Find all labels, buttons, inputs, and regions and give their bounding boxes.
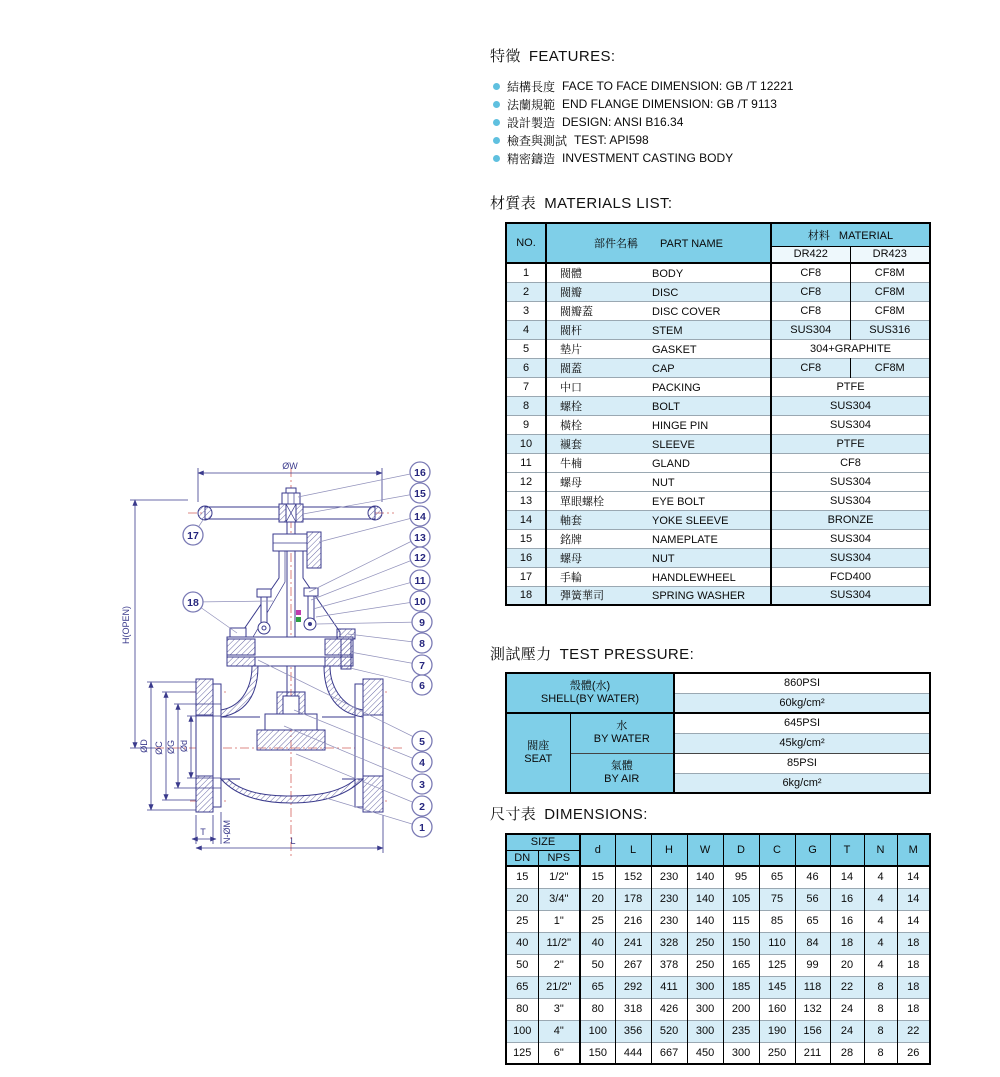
table-row: 7 中口 PACKING PTFE [506, 377, 930, 396]
table-row: 15 銘牌 NAMEPLATE SUS304 [506, 529, 930, 548]
col-header-T: T [830, 834, 864, 866]
table-row [506, 713, 930, 733]
seat-air-psi-value: 85PSI [674, 753, 930, 773]
table-row [506, 753, 930, 773]
table-row: 100 4" 100 356 520 300 235 190 156 24 8 22 [506, 1020, 930, 1042]
table-row: 17 手輪 HANDLEWHEEL FCD400 [506, 567, 930, 586]
col-header-size: SIZE [506, 834, 580, 850]
bullet-icon [493, 119, 500, 126]
svg-text:11: 11 [414, 575, 426, 587]
col-header-N: N [864, 834, 897, 866]
materials-table [505, 222, 931, 606]
table-header-row [506, 223, 930, 246]
seat-air-label: 氣體 BY AIR [570, 753, 674, 793]
svg-text:2: 2 [419, 801, 425, 813]
callout-13 [410, 527, 430, 547]
seat-water-label: 水 BY WATER [570, 713, 674, 753]
svg-text:14: 14 [414, 511, 426, 523]
dimensions-table [505, 833, 931, 1065]
shell-kg-value: 60kg/cm² [674, 693, 930, 713]
col-header-material: 材料 MATERIAL [771, 223, 930, 246]
bullet-icon [493, 101, 500, 108]
table-row: 11 牛楠 GLAND CF8 [506, 453, 930, 472]
dim-label-w: ØW [282, 461, 298, 471]
callout-3 [412, 774, 432, 794]
svg-text:12: 12 [414, 552, 426, 564]
svg-text:8: 8 [419, 638, 425, 650]
table-row: 4 閥杆 STEM SUS304 SUS316 [506, 320, 930, 339]
materials-title: 材質表 MATERIALS LIST: [490, 195, 673, 212]
table-row: 13 單眼螺栓 EYE BOLT SUS304 [506, 491, 930, 510]
callout-18 [183, 592, 203, 612]
seat-bridge [257, 730, 325, 750]
seat-label: 閥座 SEAT [506, 713, 570, 793]
table-row: 14 軸套 YOKE SLEEVE BRONZE [506, 510, 930, 529]
callout-8 [412, 633, 432, 653]
feature-item: 檢查與測試 TEST: API598 [493, 131, 793, 149]
bullet-icon [493, 155, 500, 162]
callout-6 [412, 675, 432, 695]
col-header-D: D [723, 834, 759, 866]
packing-ring-marker [296, 610, 301, 615]
shell-psi-value: 860PSI [783, 677, 821, 690]
features-list [493, 77, 793, 167]
dim-label-t: T [200, 827, 206, 837]
svg-text:7: 7 [419, 660, 425, 672]
bullet-icon [493, 137, 500, 144]
table-row: 20 3/4" 20 178 230 140 105 75 56 16 4 14 [506, 888, 930, 910]
svg-text:15: 15 [414, 488, 426, 500]
table-row: 9 橫栓 HINGE PIN SUS304 [506, 415, 930, 434]
col-header-dn: DN [506, 850, 538, 866]
col-header-grade1: DR422 [771, 246, 850, 263]
svg-text:16: 16 [414, 467, 426, 479]
svg-text:17: 17 [187, 530, 199, 542]
col-header-d: d [580, 834, 615, 866]
dim-label-d-bore: Ød [179, 739, 189, 753]
feature-item: 法蘭規範 END FLANGE DIMENSION: GB /T 9113 [493, 95, 793, 113]
table-row: 50 2" 50 267 378 250 165 125 99 20 4 18 [506, 954, 930, 976]
table-row: 16 螺母 NUT SUS304 [506, 548, 930, 567]
stem-nut [282, 493, 300, 504]
col-header-nps: NPS [538, 850, 580, 866]
dim-label-c: ØC [154, 741, 164, 755]
feature-item: 設計製造 DESIGN: ANSI B16.34 [493, 113, 793, 131]
svg-text:13: 13 [414, 532, 426, 544]
col-header-no: NO. [506, 223, 546, 263]
callout-17 [183, 525, 203, 545]
table-row: 6 閥蓋 CAP CF8 CF8M [506, 358, 930, 377]
dim-label-d-flange: ØD [139, 739, 149, 753]
table-row: 15 1/2" 15 152 230 140 95 65 46 14 4 14 [506, 866, 930, 888]
test-pressure-section [490, 643, 931, 794]
svg-text:5: 5 [419, 736, 425, 748]
shell-label: 殼體(水) SHELL(BY WATER) [506, 673, 674, 713]
col-header-G: G [795, 834, 830, 866]
table-row: 80 3" 80 318 426 300 200 160 132 24 8 18 [506, 998, 930, 1020]
valve-technical-drawing [60, 440, 450, 870]
seat-air-kg-value: 6kg/cm² [674, 773, 930, 793]
materials-section [490, 192, 931, 606]
table-row: 125 6" 150 444 667 450 300 250 211 28 8 26 [506, 1042, 930, 1064]
seat-water-kg-value: 45kg/cm² [674, 733, 930, 753]
callout-10 [410, 591, 430, 611]
col-header-grade2: DR423 [850, 246, 930, 263]
table-row: 3 閥瓣蓋 DISC COVER CF8 CF8M [506, 301, 930, 320]
table-row: 18 彈簧華司 SPRING WASHER SUS304 [506, 586, 930, 605]
callout-9 [412, 612, 432, 632]
col-header-C: C [759, 834, 795, 866]
col-header-part-name: 部件名稱 PART NAME [546, 223, 771, 263]
table-row: 10 襯套 SLEEVE PTFE [506, 434, 930, 453]
table-row: 65 21/2" 65 292 411 300 185 145 118 22 8 18 [506, 976, 930, 998]
callout-7 [412, 655, 432, 675]
callout-4 [412, 752, 432, 772]
test-pressure-table [505, 672, 931, 794]
col-header-M: M [897, 834, 930, 866]
gland-bolt [337, 629, 355, 639]
dim-label-nm: N-ØM [222, 820, 232, 844]
seat-water-psi-value: 645PSI [674, 713, 930, 733]
col-header-W: W [687, 834, 723, 866]
svg-text:10: 10 [414, 596, 426, 608]
table-row: 40 11/2" 40 241 328 250 150 110 84 18 4 18 [506, 932, 930, 954]
table-row: 12 螺母 NUT SUS304 [506, 472, 930, 491]
callout-5 [412, 731, 432, 751]
valve-body [196, 666, 383, 812]
features-title: 特徵 FEATURES: [490, 48, 616, 65]
callout-16 [410, 462, 430, 482]
callout-14 [410, 506, 430, 526]
dimensions-section [490, 803, 931, 1065]
col-header-H: H [651, 834, 687, 866]
col-header-L: L [615, 834, 651, 866]
features-section [490, 45, 793, 167]
yoke-sleeve [307, 532, 321, 568]
svg-text:1: 1 [419, 822, 425, 834]
table-row: 2 閥瓣 DISC CF8 CF8M [506, 282, 930, 301]
callout-12 [410, 547, 430, 567]
test-pressure-title: 測試壓力 TEST PRESSURE: [490, 646, 695, 663]
svg-text:3: 3 [419, 779, 425, 791]
callout-1 [412, 817, 432, 837]
dim-label-h-open: H(OPEN) [121, 606, 131, 644]
svg-text:4: 4 [419, 757, 425, 769]
svg-text:18: 18 [187, 597, 199, 609]
dimensions-title: 尺寸表 DIMENSIONS: [490, 806, 648, 823]
dim-label-l: L [290, 836, 296, 846]
table-row: 5 墊片 GASKET 304+GRAPHITE [506, 339, 930, 358]
svg-text:6: 6 [419, 680, 425, 692]
packing-ring-marker [296, 617, 301, 622]
callout-15 [410, 483, 430, 503]
table-row: 25 1" 25 216 230 140 115 85 65 16 4 14 [506, 910, 930, 932]
bullet-icon [493, 83, 500, 90]
table-row: 8 螺栓 BOLT SUS304 [506, 396, 930, 415]
callout-2 [412, 796, 432, 816]
table-row: 1 閥體 BODY CF8 CF8M [506, 263, 930, 282]
feature-item: 結構長度 FACE TO FACE DIMENSION: GB /T 12221 [493, 77, 793, 95]
table-row [506, 673, 930, 693]
dim-label-g: ØG [166, 739, 176, 755]
table-header-row [506, 834, 930, 850]
svg-text:9: 9 [419, 617, 425, 629]
feature-item: 精密鑄造 INVESTMENT CASTING BODY [493, 149, 793, 167]
callout-11 [410, 570, 430, 590]
